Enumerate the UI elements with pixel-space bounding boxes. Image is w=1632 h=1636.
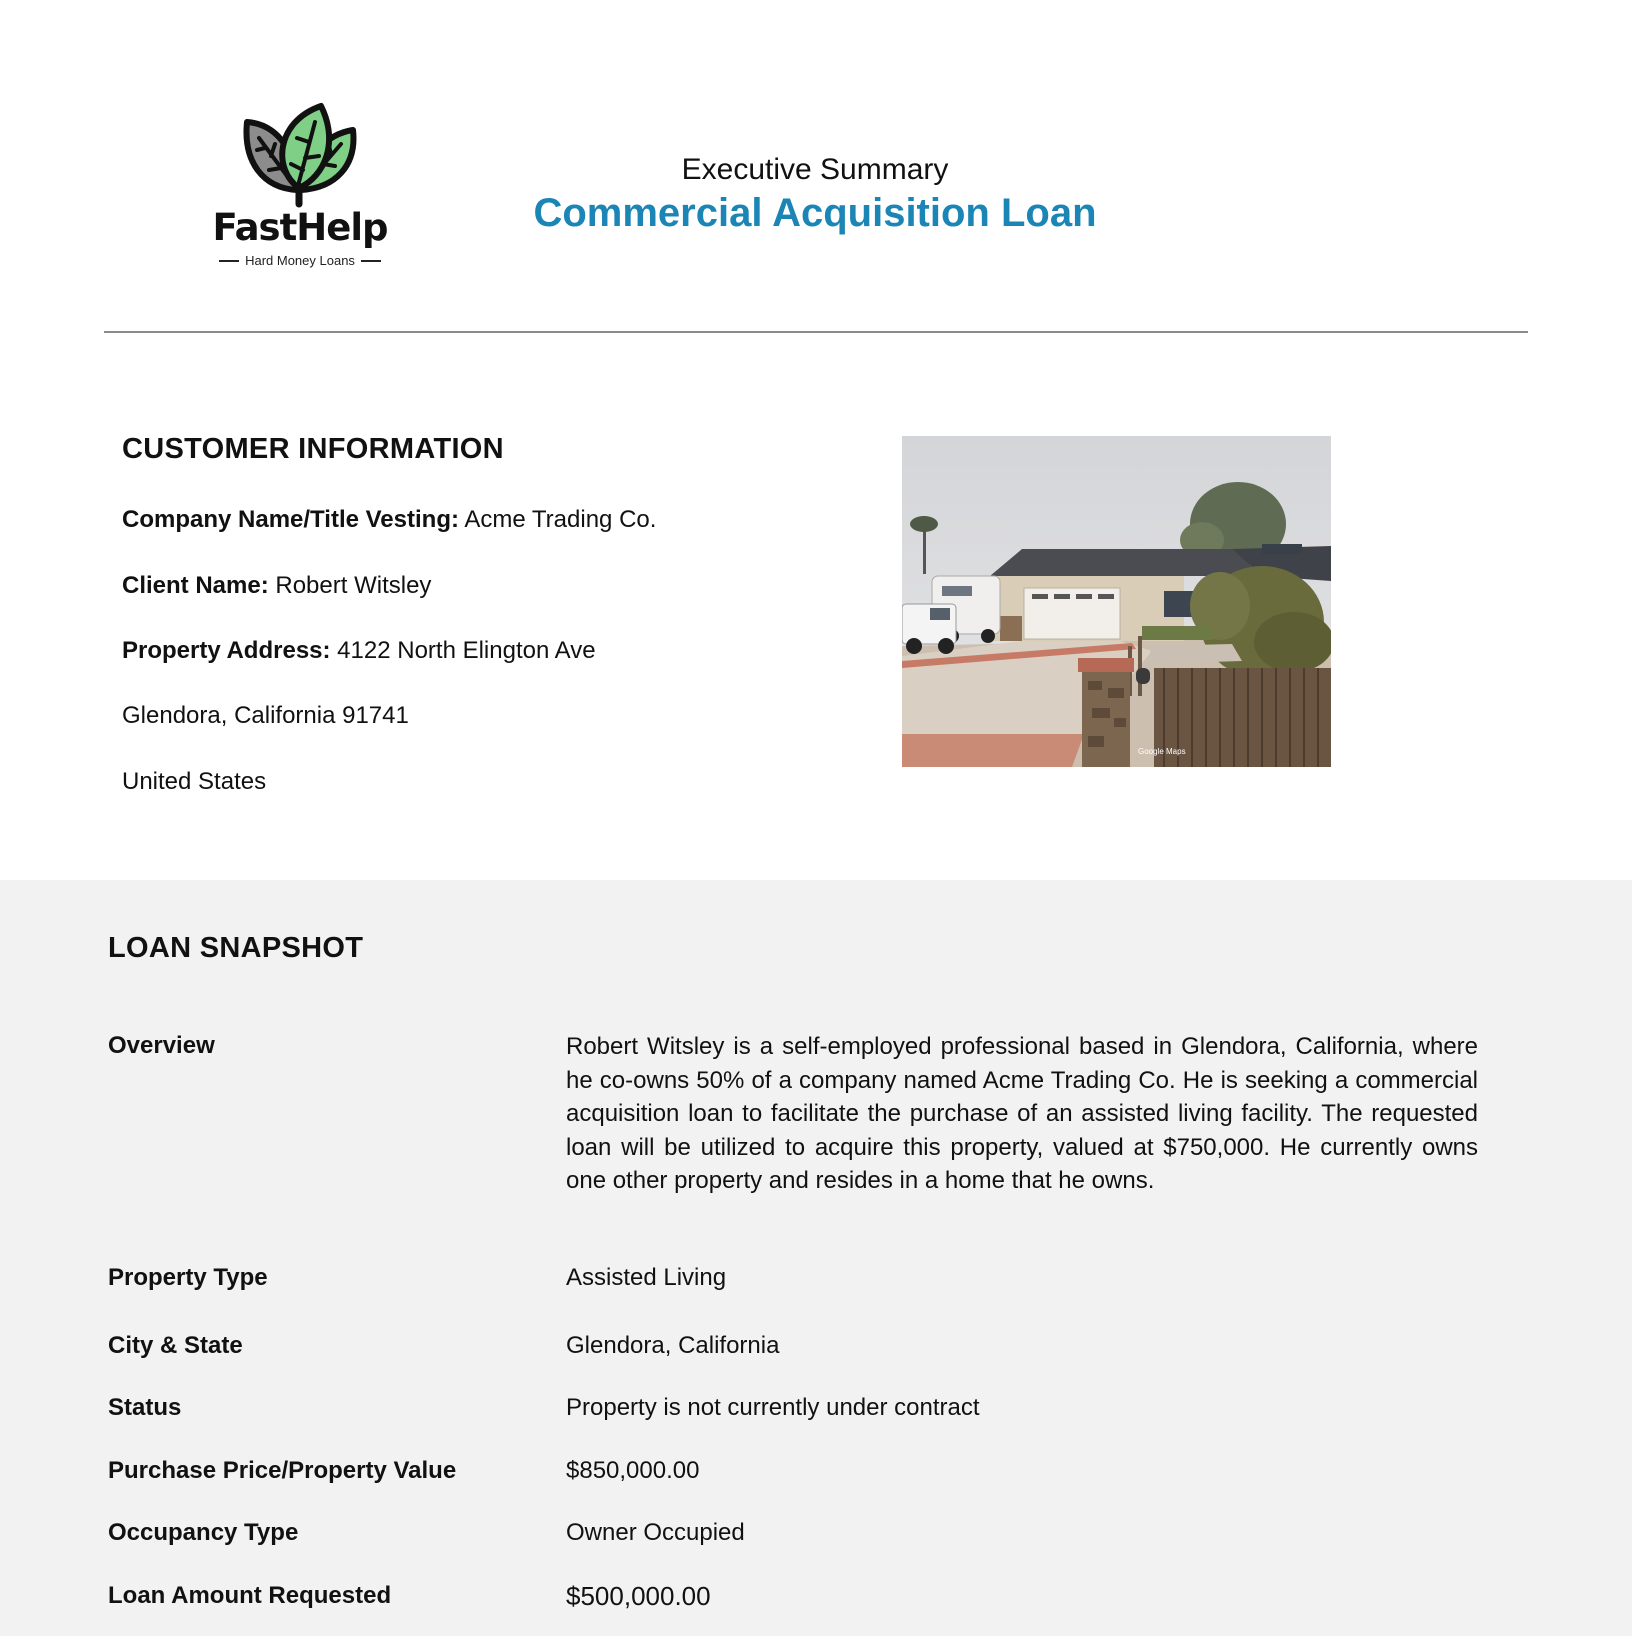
document-subtitle: Executive Summary xyxy=(681,153,949,186)
company-name-label: Company Name/Title Vesting: xyxy=(122,506,459,533)
logo-wordmark: FastHelp xyxy=(212,206,388,249)
purchase-price-value: $850,000.00 xyxy=(566,1457,700,1484)
loan-amount-value: $500,000.00 xyxy=(566,1581,711,1611)
photo-watermark: Google Maps xyxy=(1138,747,1186,756)
address-line-3: United States xyxy=(122,768,267,795)
client-name-value: Robert Witsley xyxy=(275,572,432,599)
loan-snapshot-heading: LOAN SNAPSHOT xyxy=(108,932,364,964)
property-address-value: 4122 North Elington Ave xyxy=(337,637,596,664)
property-type-label: Property Type xyxy=(108,1264,268,1291)
client-name-field xyxy=(122,571,431,601)
property-address-field xyxy=(122,636,596,666)
customer-information-section xyxy=(0,333,1632,880)
company-logo xyxy=(200,100,400,275)
city-state-label: City & State xyxy=(108,1332,243,1359)
status-label: Status xyxy=(108,1394,182,1421)
title-block xyxy=(460,150,1170,236)
logo-tagline-text: Hard Money Loans xyxy=(245,253,355,268)
tagline-rule-right xyxy=(361,260,381,262)
city-state-value: Glendora, California xyxy=(566,1332,780,1359)
loan-snapshot-section xyxy=(0,880,1632,1636)
occupancy-type-value: Owner Occupied xyxy=(566,1519,745,1546)
company-name-value: Acme Trading Co. xyxy=(464,506,657,533)
overview-value: Robert Witsley is a self-employed professional based in Glendora, California, where he co-owns 50% of a company named Acme Trading Co. He is seeking a commercial acquisition loan to facilitate the purchase of an assisted living facility. The requested loan will be utilized to acquire this property, valued at $750,000. He currently owns one other property and resides in a home that he owns. xyxy=(566,1033,1478,1195)
document-title: Commercial Acquisition Loan xyxy=(533,191,1097,235)
house-photo-illustration xyxy=(902,436,1331,767)
customer-information-heading: CUSTOMER INFORMATION xyxy=(122,433,504,465)
logo-tagline xyxy=(200,253,400,269)
company-name-field xyxy=(122,505,656,535)
client-name-label: Client Name: xyxy=(122,572,269,599)
purchase-price-label: Purchase Price/Property Value xyxy=(108,1457,457,1484)
loan-amount-label: Loan Amount Requested xyxy=(108,1582,392,1609)
address-line-2: Glendora, California 91741 xyxy=(122,702,409,729)
occupancy-type-label: Occupancy Type xyxy=(108,1519,299,1546)
tagline-rule-left xyxy=(219,260,239,262)
leaf-logo-icon xyxy=(235,100,365,210)
status-value: Property is not currently under contract xyxy=(566,1394,980,1421)
document-header xyxy=(0,0,1632,332)
property-type-value: Assisted Living xyxy=(566,1264,727,1291)
property-address-label: Property Address: xyxy=(122,637,331,664)
property-photo xyxy=(902,436,1331,767)
overview-label: Overview xyxy=(108,1032,215,1059)
